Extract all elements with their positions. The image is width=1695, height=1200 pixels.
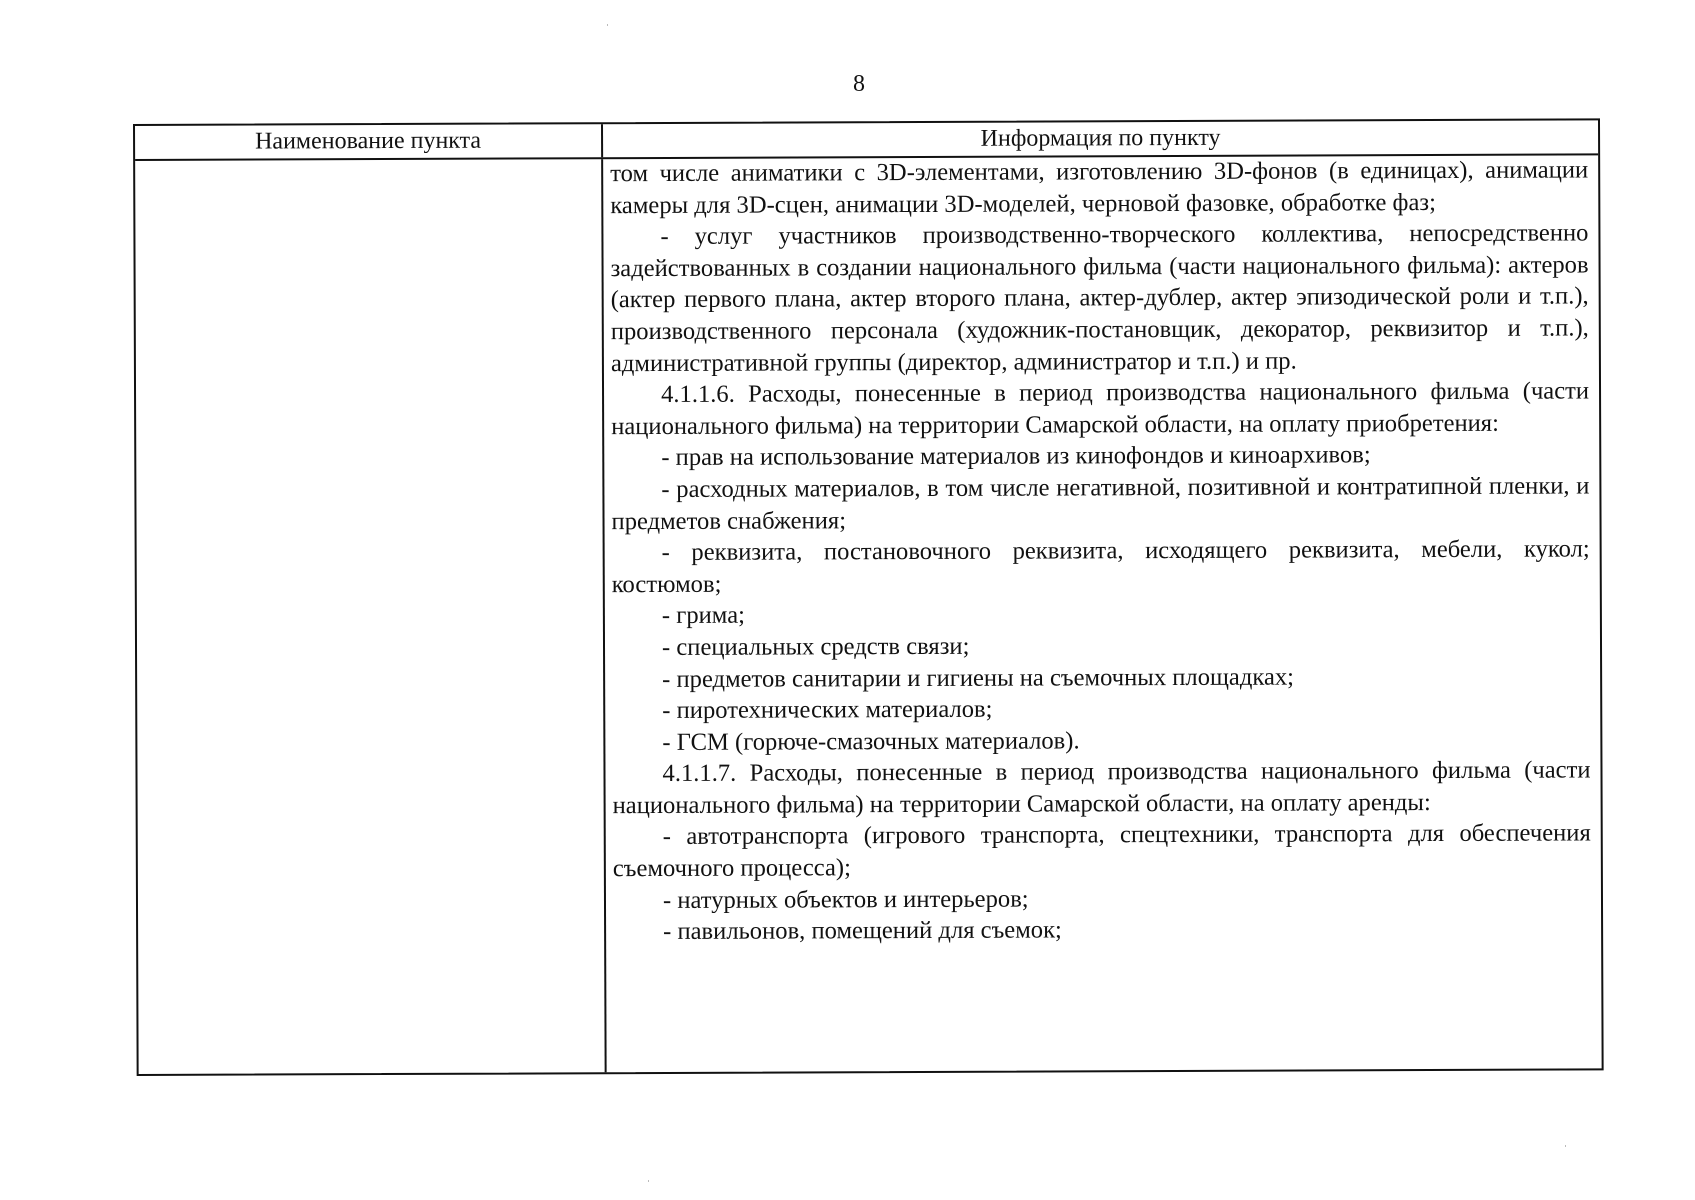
info-paragraph: 4.1.1.6. Расходы, понесенные в период производства национального фильма (части национального фильма) на территории Самарской области, на оплату приобретения: [611, 377, 1590, 440]
info-paragraph: - натурных объектов и интерьеров; [662, 885, 1029, 914]
info-paragraph: - реквизита, постановочного реквизита, исходящего реквизита, мебели, кукол; костюмов; [611, 535, 1590, 598]
info-paragraph: - грима; [661, 601, 745, 630]
info-paragraph: - пиротехнических материалов; [662, 695, 993, 725]
item-info-cell [610, 154, 1592, 1072]
scan-speck [648, 1180, 649, 1182]
info-paragraph: - автотранспорта (игрового транспорта, спецтехники, транспорта для обеспечения съемочного процесса); [612, 819, 1591, 883]
info-paragraph: - расходных материалов, в том числе негативной, позитивной и контратипной пленки, и предметов снабжения; [611, 472, 1590, 535]
scan-speck [1565, 1145, 1566, 1147]
info-paragraph: том числе аниматики с 3D-элементами, изготовлению 3D-фонов (в единицах), анимации камеры для 3D-сцен, анимации 3D-моделей, черновой фазовке, обработке фаз; [610, 156, 1589, 219]
info-paragraph: - ГСМ (горюче-смазочных материалов). [662, 727, 1080, 756]
info-paragraph: - услуг участников производственно-творческого коллектива, непосредственно задействованных в создании национального фильма (части национального фильма): актеров (актер первого плана, актер второго плана, актер-дублер, актер эпизодической роли и т.п.), производственного персонала (художник-постановщик, декоратор, реквизитор и т.п.), административной группы (директор, администратор и т.п.) и пр. [610, 219, 1589, 377]
info-paragraph: - павильонов, помещений для съемок; [663, 916, 1062, 946]
info-paragraph: 4.1.1.7. Расходы, понесенные в период производства национального фильма (части национального фильма) на территории Самарской области, на оплату аренды: [612, 756, 1591, 820]
page-number: 8 [853, 71, 865, 97]
item-name-cell [135, 159, 607, 1074]
info-paragraph: - специальных средств связи; [661, 632, 970, 661]
scan-speck [607, 24, 608, 26]
header-item-name: Наименование пункта [135, 124, 603, 159]
info-paragraph: - прав на использование материалов из кинофондов и киноархивов; [661, 441, 1371, 472]
info-paragraph: - предметов санитарии и гигиены на съемочных площадках; [662, 663, 1295, 693]
info-table [133, 118, 1604, 1076]
header-item-info: Информация по пункту [980, 124, 1221, 152]
